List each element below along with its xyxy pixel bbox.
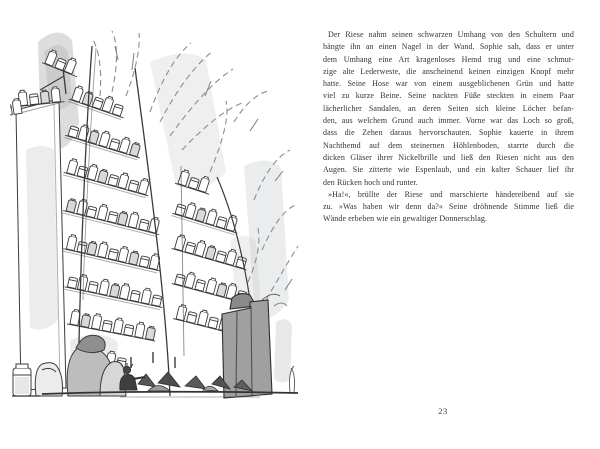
text-line: dicken Gläser ihrer Nickelbrille und ließ den Riesen nicht aus den bbox=[323, 152, 574, 162]
text-line: hängte ihn an einen Nagel in der Wand. Sophie sah, dass er unter bbox=[323, 42, 574, 52]
text-line: lächerlicher Sandalen, an deren Seiten sich kleine Löcher befan- bbox=[323, 103, 574, 113]
left-shelf-unit bbox=[10, 86, 66, 390]
text-line: Wände erbeben wie ein gewaltiger Donnerschlag. bbox=[323, 214, 488, 224]
text-line: zige alte Lederweste, die anscheinend keinen einzigen Knopf mehr bbox=[323, 66, 574, 76]
text-line: Der Riese nahm seinen schwarzen Umhang von den Schultern und bbox=[328, 30, 574, 39]
page-text bbox=[323, 29, 574, 226]
text-line: dass die Zehen daraus hervorschauten. Sophie kauerte in ihrem bbox=[323, 128, 574, 138]
text-line: Nachthemd auf dem steinernen Höhlenboden, starrte durch die bbox=[323, 140, 574, 150]
text-line: »Ha!«, brüllte der Riese und marschierte händereibend auf sie bbox=[328, 189, 574, 199]
text-line: zu. »Was haben wir denn da?« Seine dröhnende Stimme ließ die bbox=[323, 202, 574, 212]
text-line: Augen. Sie zitterte wie Espenlaub, und ein kalter Schauer lief ihr bbox=[323, 165, 574, 175]
text-line: dem Umhang eine Art kragenloses Hemd trug und eine schmut- bbox=[323, 54, 574, 64]
text-line: viel zu kurze Beine. Seine nackten Füße steckten in einem Paar bbox=[323, 91, 574, 101]
text-line: hatte. Seine Hose war von einem ausgeblichenen Grün und hatte bbox=[323, 79, 574, 89]
paragraph bbox=[323, 29, 574, 189]
illustration-dream-jar-shelves bbox=[10, 22, 310, 407]
paragraph bbox=[323, 189, 574, 226]
page-number: 23 bbox=[438, 406, 448, 416]
text-line: den Rücken hoch und runter. bbox=[323, 177, 418, 187]
text-line: den, aus welchem Grund auch immer. Vorne war das Loch so groß, bbox=[323, 116, 574, 126]
